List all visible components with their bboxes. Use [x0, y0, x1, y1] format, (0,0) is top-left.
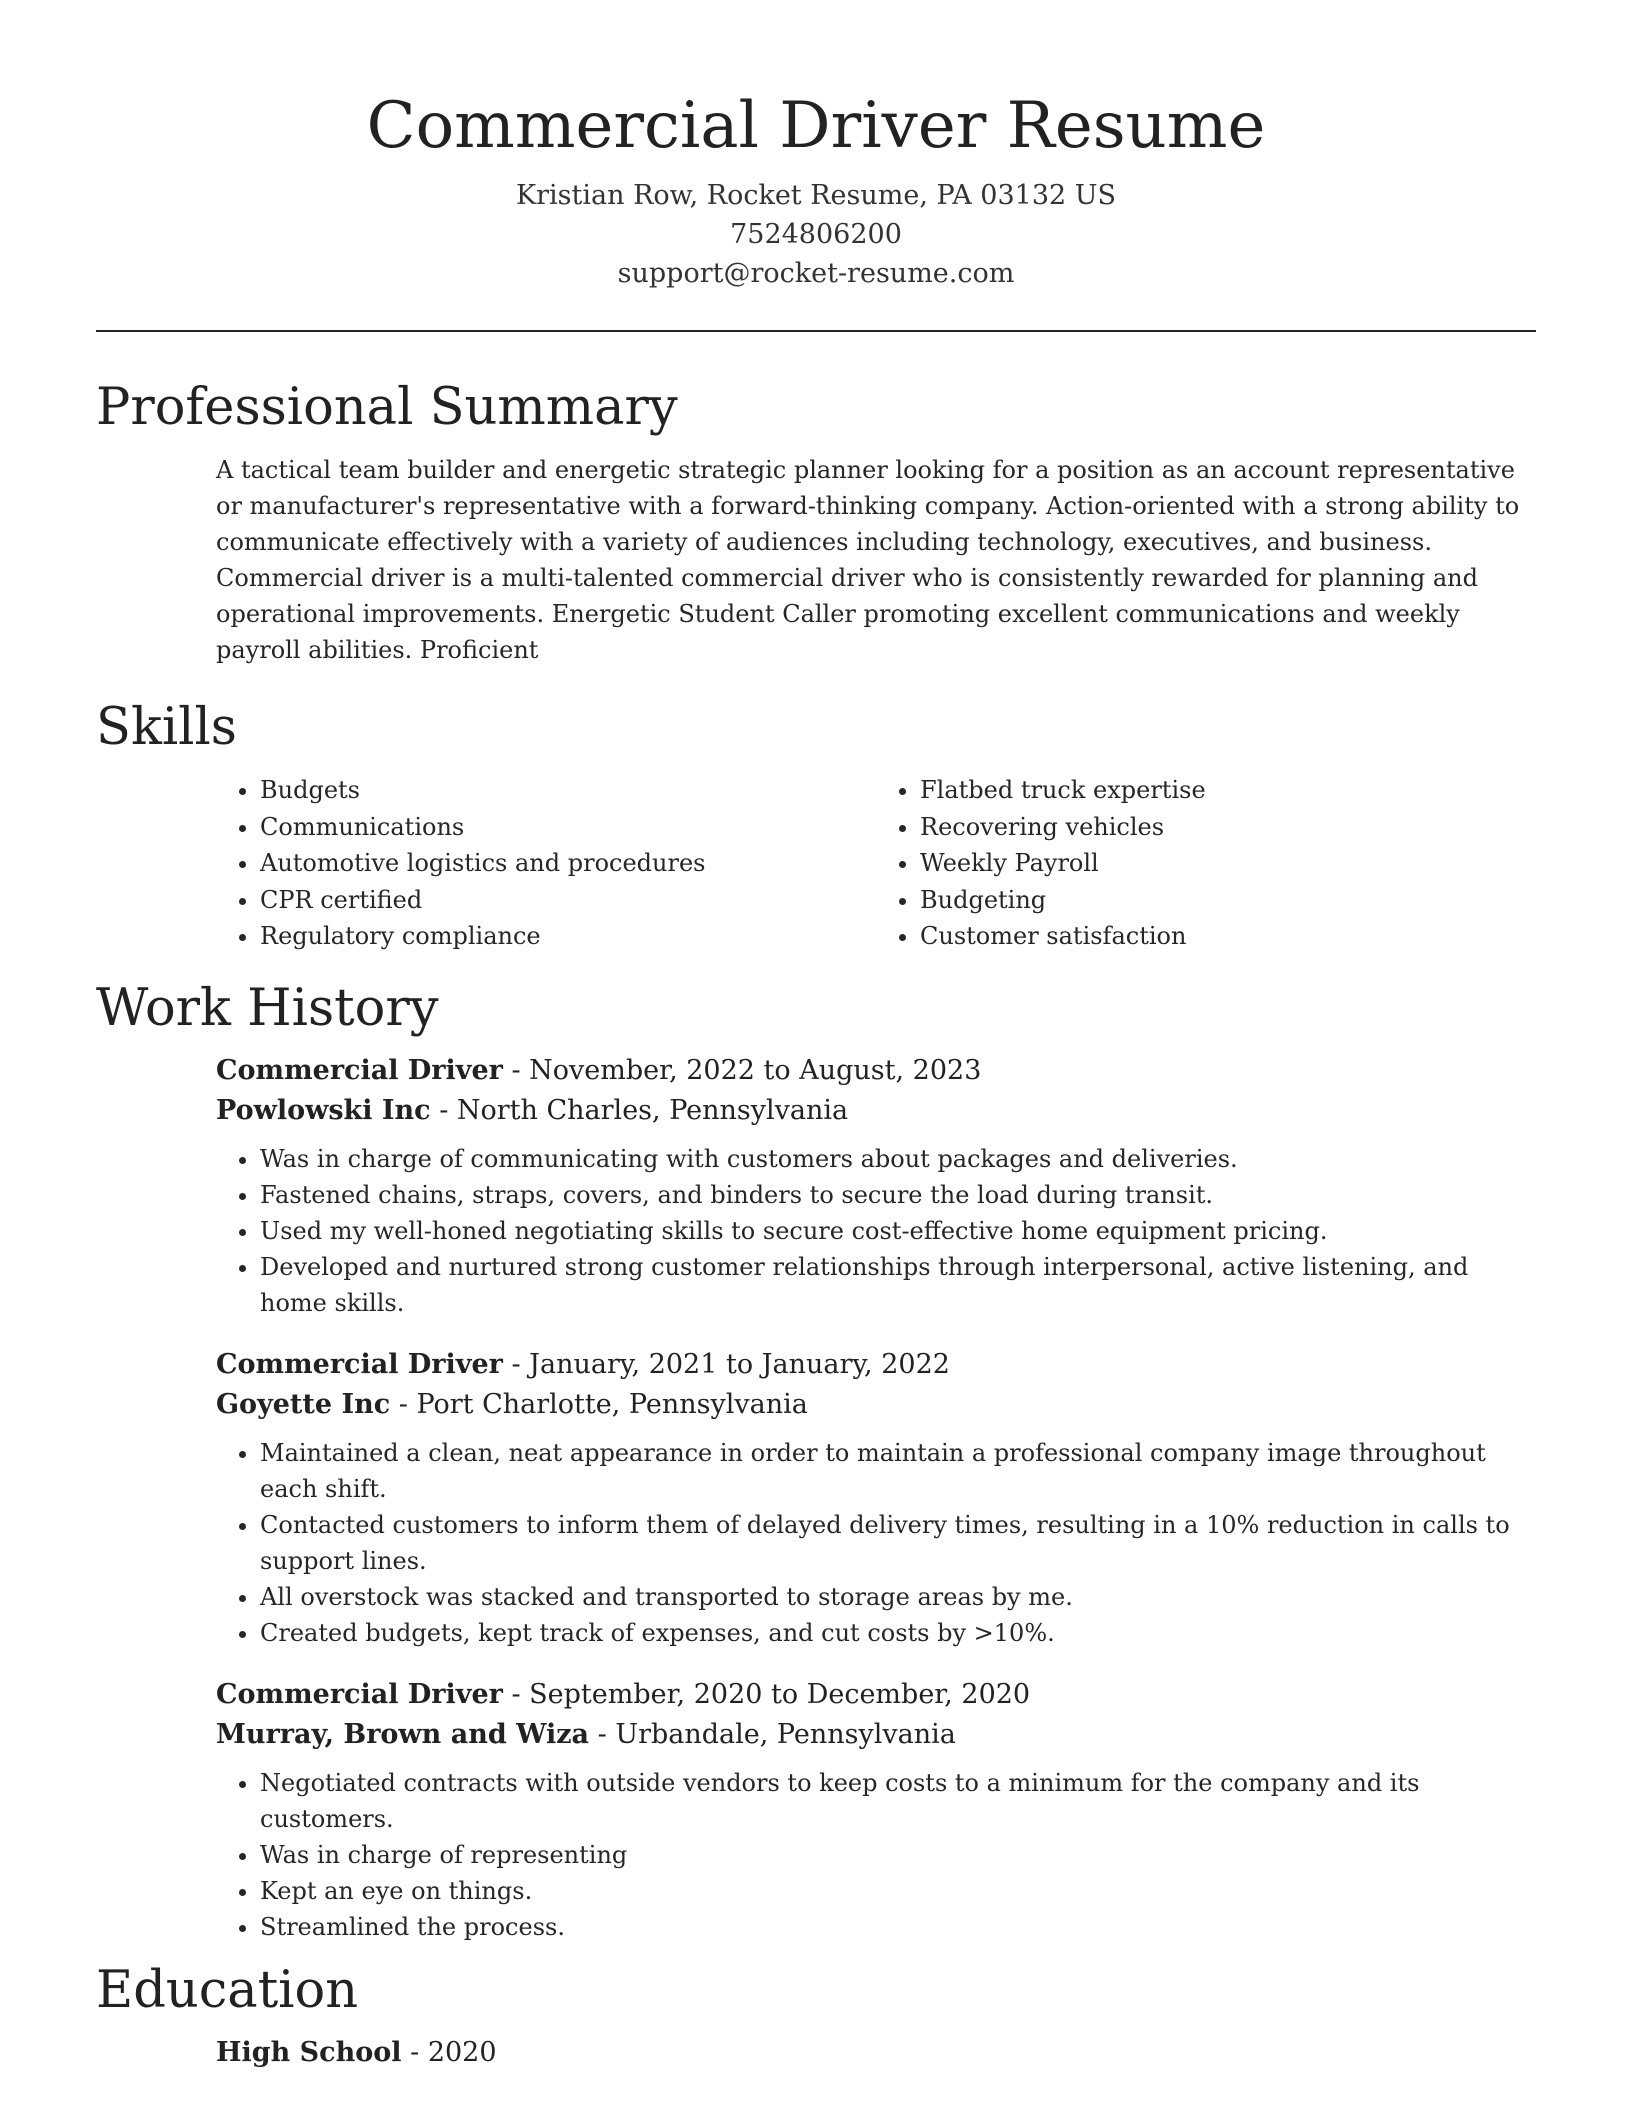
job-bullet: • Negotiated contracts with outside vendors to keep costs to a minimum for the company and its customers.	[260, 1765, 1536, 1837]
section-heading-skills: Skills	[96, 698, 237, 757]
job-bullets	[216, 1435, 1536, 1651]
summary-text: A tactical team builder and energetic strategic planner looking for a position as an account representative or manufacturer's representative with a forward-thinking company. Action-oriented with a strong ability to communicate effectively with a variety of audiences including technology, executives, and business. Commercial driver is a multi-talented commercial driver who is consistently rewarded for planning and operational improvements. Energetic Student Caller promoting excellent communications and weekly payroll abilities. Proficient	[216, 456, 1520, 664]
section-heading-summary: Professional Summary	[96, 378, 678, 437]
skills-column-right	[876, 772, 1536, 955]
skill-item: • Customer satisfaction	[920, 918, 1536, 955]
job-bullet: • Created budgets, kept track of expenses, and cut costs by >10%.	[260, 1615, 1536, 1651]
job-dates: - September, 2020 to December, 2020	[502, 1678, 1031, 1710]
job-bullet: • Used my well-honed negotiating skills to secure cost-effective home equipment pricing.	[260, 1213, 1536, 1249]
skill-item: • Flatbed truck expertise	[920, 772, 1536, 809]
job-bullet: • All overstock was stacked and transported to storage areas by me.	[260, 1579, 1536, 1615]
job-bullets	[216, 1765, 1536, 1945]
education-degree: High School	[216, 2036, 402, 2068]
skill-item: • CPR certified	[260, 882, 876, 919]
job-role: Commercial Driver	[216, 1348, 503, 1380]
skill-item: • Recovering vehicles	[920, 809, 1536, 846]
resume-title: Commercial Driver Resume	[366, 89, 1266, 163]
job-title-line	[216, 1051, 1536, 1091]
resume-page	[96, 0, 1536, 2073]
job-entry	[216, 1675, 1536, 1945]
job-location: - North Charles, Pennsylvania	[430, 1094, 849, 1126]
job-company: Murray, Brown and Wiza	[216, 1718, 590, 1750]
contact-address: Kristian Row, Rocket Resume, PA 03132 US	[515, 180, 1117, 211]
skill-item: • Communications	[260, 809, 876, 846]
job-bullet: • Kept an eye on things.	[260, 1873, 1536, 1909]
job-bullet: • Was in charge of communicating with customers about packages and deliveries.	[260, 1141, 1536, 1177]
contact-phone: 7524806200	[730, 219, 902, 250]
job-bullet: • Was in charge of representing	[260, 1837, 1536, 1873]
skills-section	[96, 696, 1536, 955]
skills-column-left	[216, 772, 876, 955]
skill-item: • Automotive logistics and procedures	[260, 845, 876, 882]
job-role: Commercial Driver	[216, 1678, 503, 1710]
job-dates: - November, 2022 to August, 2023	[502, 1054, 982, 1086]
job-bullet: • Maintained a clean, neat appearance in order to maintain a professional company image throughout each shift.	[260, 1435, 1536, 1507]
education-entry	[216, 2033, 1536, 2073]
job-bullet: • Streamlined the process.	[260, 1909, 1536, 1945]
job-bullet: • Developed and nurtured strong customer relationships through interpersonal, active listening, and home skills.	[260, 1249, 1536, 1321]
skill-item: • Weekly Payroll	[920, 845, 1536, 882]
job-role: Commercial Driver	[216, 1054, 503, 1086]
contact-block	[96, 176, 1536, 293]
job-company-line	[216, 1715, 1536, 1755]
job-bullets	[216, 1141, 1536, 1321]
header-divider	[96, 330, 1536, 332]
job-bullet: • Contacted customers to inform them of delayed delivery times, resulting in a 10% reduction in calls to support lines.	[260, 1507, 1536, 1579]
contact-email: support@rocket-resume.com	[617, 258, 1015, 289]
job-bullet: • Fastened chains, straps, covers, and binders to secure the load during transit.	[260, 1177, 1536, 1213]
job-company: Goyette Inc	[216, 1388, 391, 1420]
work-history-section	[96, 977, 1536, 1945]
skill-item: • Regulatory compliance	[260, 918, 876, 955]
job-company: Powlowski Inc	[216, 1094, 431, 1126]
education-section	[96, 1959, 1536, 2073]
job-location: - Port Charlotte, Pennsylvania	[390, 1388, 808, 1420]
education-year: - 2020	[401, 2036, 497, 2068]
job-company-line	[216, 1385, 1536, 1425]
professional-summary-section	[96, 376, 1536, 668]
job-entry	[216, 1051, 1536, 1321]
job-dates: - January, 2021 to January, 2022	[502, 1348, 950, 1380]
job-company-line	[216, 1091, 1536, 1131]
section-heading-work: Work History	[96, 978, 439, 1038]
job-location: - Urbandale, Pennsylvania	[589, 1718, 956, 1750]
job-entry	[216, 1345, 1536, 1651]
job-title-line	[216, 1675, 1536, 1715]
skills-grid	[216, 772, 1536, 955]
job-title-line	[216, 1345, 1536, 1385]
skill-item: • Budgets	[260, 772, 876, 809]
skill-item: • Budgeting	[920, 882, 1536, 919]
section-heading-education: Education	[96, 1960, 359, 2020]
